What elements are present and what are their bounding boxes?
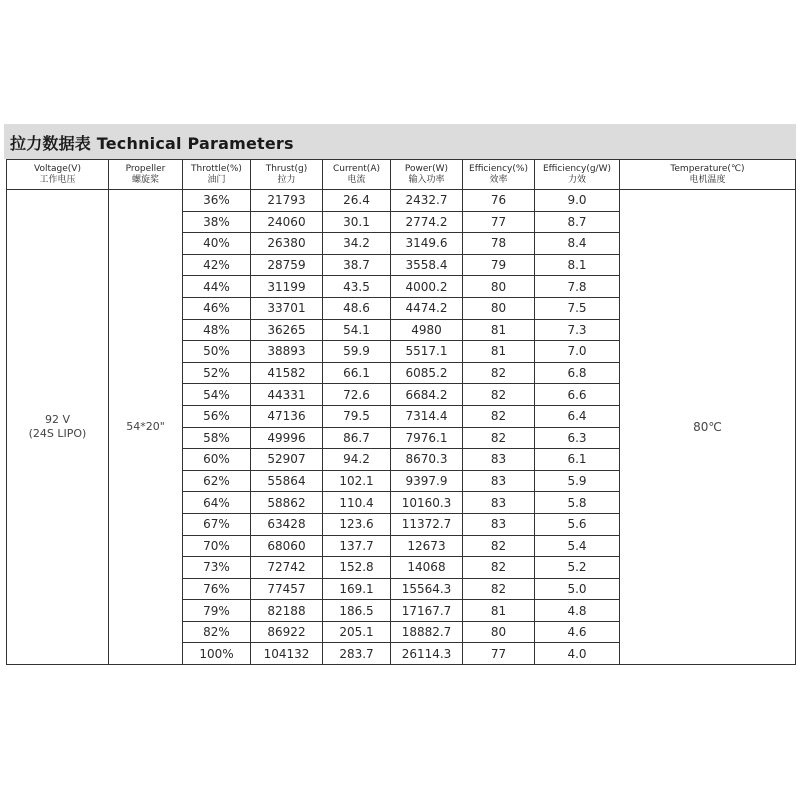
cell-current: 26.4 xyxy=(323,190,391,212)
cell-throttle: 46% xyxy=(183,297,251,319)
cell-efficiency-gw: 8.1 xyxy=(535,254,620,276)
cell-throttle: 36% xyxy=(183,190,251,212)
cell-power: 15564.3 xyxy=(391,578,463,600)
cell-efficiency-gw: 8.4 xyxy=(535,233,620,255)
voltage-cell xyxy=(7,190,109,665)
cell-power: 2432.7 xyxy=(391,190,463,212)
column-header-power xyxy=(391,160,463,190)
cell-efficiency-percent: 82 xyxy=(463,578,535,600)
column-header-en: Efficiency(%) xyxy=(469,163,528,174)
propeller-cell: 54*20" xyxy=(109,190,183,665)
voltage-value: 92 V xyxy=(44,413,71,427)
column-header-en: Power(W) xyxy=(404,163,449,174)
column-header-throttle xyxy=(183,160,251,190)
cell-efficiency-gw: 6.4 xyxy=(535,405,620,427)
cell-efficiency-percent: 82 xyxy=(463,535,535,557)
cell-current: 43.5 xyxy=(323,276,391,298)
column-header-en: Propeller xyxy=(125,163,166,174)
column-header-en: Efficiency(g/W) xyxy=(542,163,612,174)
cell-efficiency-gw: 5.8 xyxy=(535,492,620,514)
cell-thrust: 68060 xyxy=(251,535,323,557)
cell-power: 8670.3 xyxy=(391,449,463,471)
cell-current: 30.1 xyxy=(323,211,391,233)
column-header-voltage xyxy=(7,160,109,190)
cell-current: 102.1 xyxy=(323,470,391,492)
cell-efficiency-gw: 4.8 xyxy=(535,600,620,622)
column-header-cn: 工作电压 xyxy=(39,174,76,185)
cell-thrust: 58862 xyxy=(251,492,323,514)
column-header-temperature xyxy=(620,160,796,190)
cell-power: 9397.9 xyxy=(391,470,463,492)
cell-power: 18882.7 xyxy=(391,621,463,643)
column-header-cn: 电机温度 xyxy=(689,174,726,185)
cell-throttle: 79% xyxy=(183,600,251,622)
cell-current: 38.7 xyxy=(323,254,391,276)
column-header-en: Voltage(V) xyxy=(34,163,81,174)
cell-power: 3149.6 xyxy=(391,233,463,255)
column-header-propeller xyxy=(109,160,183,190)
cell-thrust: 63428 xyxy=(251,513,323,535)
cell-throttle: 62% xyxy=(183,470,251,492)
column-header-cn: 电流 xyxy=(347,174,366,185)
column-header-cn: 拉力 xyxy=(277,174,296,185)
column-header-en: Current(A) xyxy=(333,163,380,174)
cell-current: 169.1 xyxy=(323,578,391,600)
cell-efficiency-gw: 5.6 xyxy=(535,513,620,535)
cell-efficiency-percent: 80 xyxy=(463,276,535,298)
cell-efficiency-percent: 76 xyxy=(463,190,535,212)
cell-current: 137.7 xyxy=(323,535,391,557)
cell-current: 186.5 xyxy=(323,600,391,622)
cell-efficiency-percent: 80 xyxy=(463,297,535,319)
cell-power: 4000.2 xyxy=(391,276,463,298)
cell-efficiency-gw: 6.3 xyxy=(535,427,620,449)
cell-current: 48.6 xyxy=(323,297,391,319)
cell-thrust: 21793 xyxy=(251,190,323,212)
cell-thrust: 72742 xyxy=(251,557,323,579)
cell-efficiency-percent: 83 xyxy=(463,492,535,514)
cell-efficiency-gw: 5.2 xyxy=(535,557,620,579)
cell-efficiency-gw: 8.7 xyxy=(535,211,620,233)
cell-throttle: 58% xyxy=(183,427,251,449)
cell-thrust: 77457 xyxy=(251,578,323,600)
cell-efficiency-percent: 79 xyxy=(463,254,535,276)
cell-current: 59.9 xyxy=(323,341,391,363)
cell-throttle: 52% xyxy=(183,362,251,384)
cell-efficiency-percent: 82 xyxy=(463,557,535,579)
cell-throttle: 76% xyxy=(183,578,251,600)
title-bar xyxy=(4,124,796,159)
cell-efficiency-percent: 82 xyxy=(463,427,535,449)
cell-current: 54.1 xyxy=(323,319,391,341)
cell-thrust: 38893 xyxy=(251,341,323,363)
cell-efficiency-percent: 81 xyxy=(463,600,535,622)
cell-efficiency-gw: 7.8 xyxy=(535,276,620,298)
page-title: 拉力数据表 Technical Parameters xyxy=(10,134,294,153)
cell-efficiency-percent: 81 xyxy=(463,341,535,363)
cell-power: 10160.3 xyxy=(391,492,463,514)
column-header-cn: 螺旋桨 xyxy=(131,174,159,185)
cell-efficiency-gw: 5.9 xyxy=(535,470,620,492)
cell-current: 152.8 xyxy=(323,557,391,579)
cell-efficiency-percent: 83 xyxy=(463,513,535,535)
cell-efficiency-gw: 6.1 xyxy=(535,449,620,471)
cell-throttle: 44% xyxy=(183,276,251,298)
cell-throttle: 48% xyxy=(183,319,251,341)
cell-efficiency-gw: 7.3 xyxy=(535,319,620,341)
cell-current: 205.1 xyxy=(323,621,391,643)
cell-current: 79.5 xyxy=(323,405,391,427)
cell-power: 6085.2 xyxy=(391,362,463,384)
cell-efficiency-gw: 6.6 xyxy=(535,384,620,406)
cell-thrust: 49996 xyxy=(251,427,323,449)
cell-efficiency-percent: 82 xyxy=(463,405,535,427)
cell-throttle: 64% xyxy=(183,492,251,514)
cell-efficiency-gw: 9.0 xyxy=(535,190,620,212)
column-header-thrust xyxy=(251,160,323,190)
technical-parameters-table xyxy=(6,159,796,665)
cell-current: 72.6 xyxy=(323,384,391,406)
column-header-cn: 效率 xyxy=(489,174,508,185)
column-header-cn: 油门 xyxy=(207,174,226,185)
cell-efficiency-gw: 5.4 xyxy=(535,535,620,557)
cell-efficiency-percent: 83 xyxy=(463,470,535,492)
cell-current: 283.7 xyxy=(323,643,391,665)
cell-power: 17167.7 xyxy=(391,600,463,622)
cell-thrust: 28759 xyxy=(251,254,323,276)
column-header-current xyxy=(323,160,391,190)
cell-power: 2774.2 xyxy=(391,211,463,233)
cell-throttle: 40% xyxy=(183,233,251,255)
cell-efficiency-percent: 78 xyxy=(463,233,535,255)
cell-efficiency-gw: 7.5 xyxy=(535,297,620,319)
cell-throttle: 67% xyxy=(183,513,251,535)
cell-power: 3558.4 xyxy=(391,254,463,276)
cell-efficiency-gw: 4.6 xyxy=(535,621,620,643)
cell-throttle: 60% xyxy=(183,449,251,471)
cell-thrust: 41582 xyxy=(251,362,323,384)
cell-thrust: 86922 xyxy=(251,621,323,643)
cell-thrust: 24060 xyxy=(251,211,323,233)
cell-throttle: 100% xyxy=(183,643,251,665)
column-header-en: Temperature(℃) xyxy=(670,163,745,174)
cell-efficiency-gw: 4.0 xyxy=(535,643,620,665)
cell-efficiency-percent: 81 xyxy=(463,319,535,341)
cell-efficiency-percent: 77 xyxy=(463,643,535,665)
cell-power: 7314.4 xyxy=(391,405,463,427)
cell-efficiency-gw: 7.0 xyxy=(535,341,620,363)
column-header-en: Thrust(g) xyxy=(265,163,308,174)
cell-thrust: 55864 xyxy=(251,470,323,492)
table-body xyxy=(7,190,796,665)
cell-thrust: 44331 xyxy=(251,384,323,406)
cell-throttle: 82% xyxy=(183,621,251,643)
cell-efficiency-gw: 6.8 xyxy=(535,362,620,384)
column-header-cn: 输入功率 xyxy=(408,174,445,185)
cell-power: 6684.2 xyxy=(391,384,463,406)
cell-throttle: 50% xyxy=(183,341,251,363)
battery-type: (24S LIPO) xyxy=(28,427,87,441)
table-row xyxy=(7,190,796,212)
column-header-efficiency-percent xyxy=(463,160,535,190)
cell-power: 5517.1 xyxy=(391,341,463,363)
cell-power: 26114.3 xyxy=(391,643,463,665)
header-row xyxy=(7,160,796,190)
cell-thrust: 47136 xyxy=(251,405,323,427)
cell-thrust: 52907 xyxy=(251,449,323,471)
cell-current: 123.6 xyxy=(323,513,391,535)
cell-current: 94.2 xyxy=(323,449,391,471)
cell-throttle: 54% xyxy=(183,384,251,406)
temperature-cell: 80℃ xyxy=(620,190,796,665)
cell-throttle: 42% xyxy=(183,254,251,276)
cell-efficiency-gw: 5.0 xyxy=(535,578,620,600)
cell-current: 66.1 xyxy=(323,362,391,384)
cell-power: 12673 xyxy=(391,535,463,557)
cell-thrust: 26380 xyxy=(251,233,323,255)
cell-throttle: 56% xyxy=(183,405,251,427)
cell-power: 11372.7 xyxy=(391,513,463,535)
cell-current: 34.2 xyxy=(323,233,391,255)
cell-efficiency-percent: 80 xyxy=(463,621,535,643)
cell-thrust: 82188 xyxy=(251,600,323,622)
cell-efficiency-percent: 82 xyxy=(463,362,535,384)
cell-current: 110.4 xyxy=(323,492,391,514)
cell-power: 4474.2 xyxy=(391,297,463,319)
cell-thrust: 31199 xyxy=(251,276,323,298)
cell-efficiency-percent: 83 xyxy=(463,449,535,471)
cell-power: 14068 xyxy=(391,557,463,579)
cell-thrust: 104132 xyxy=(251,643,323,665)
cell-throttle: 70% xyxy=(183,535,251,557)
column-header-cn: 力效 xyxy=(567,174,586,185)
cell-throttle: 38% xyxy=(183,211,251,233)
cell-thrust: 36265 xyxy=(251,319,323,341)
column-header-efficiency-gw xyxy=(535,160,620,190)
cell-efficiency-percent: 82 xyxy=(463,384,535,406)
column-header-en: Throttle(%) xyxy=(191,163,242,174)
cell-thrust: 33701 xyxy=(251,297,323,319)
cell-power: 4980 xyxy=(391,319,463,341)
cell-throttle: 73% xyxy=(183,557,251,579)
cell-current: 86.7 xyxy=(323,427,391,449)
cell-power: 7976.1 xyxy=(391,427,463,449)
cell-efficiency-percent: 77 xyxy=(463,211,535,233)
